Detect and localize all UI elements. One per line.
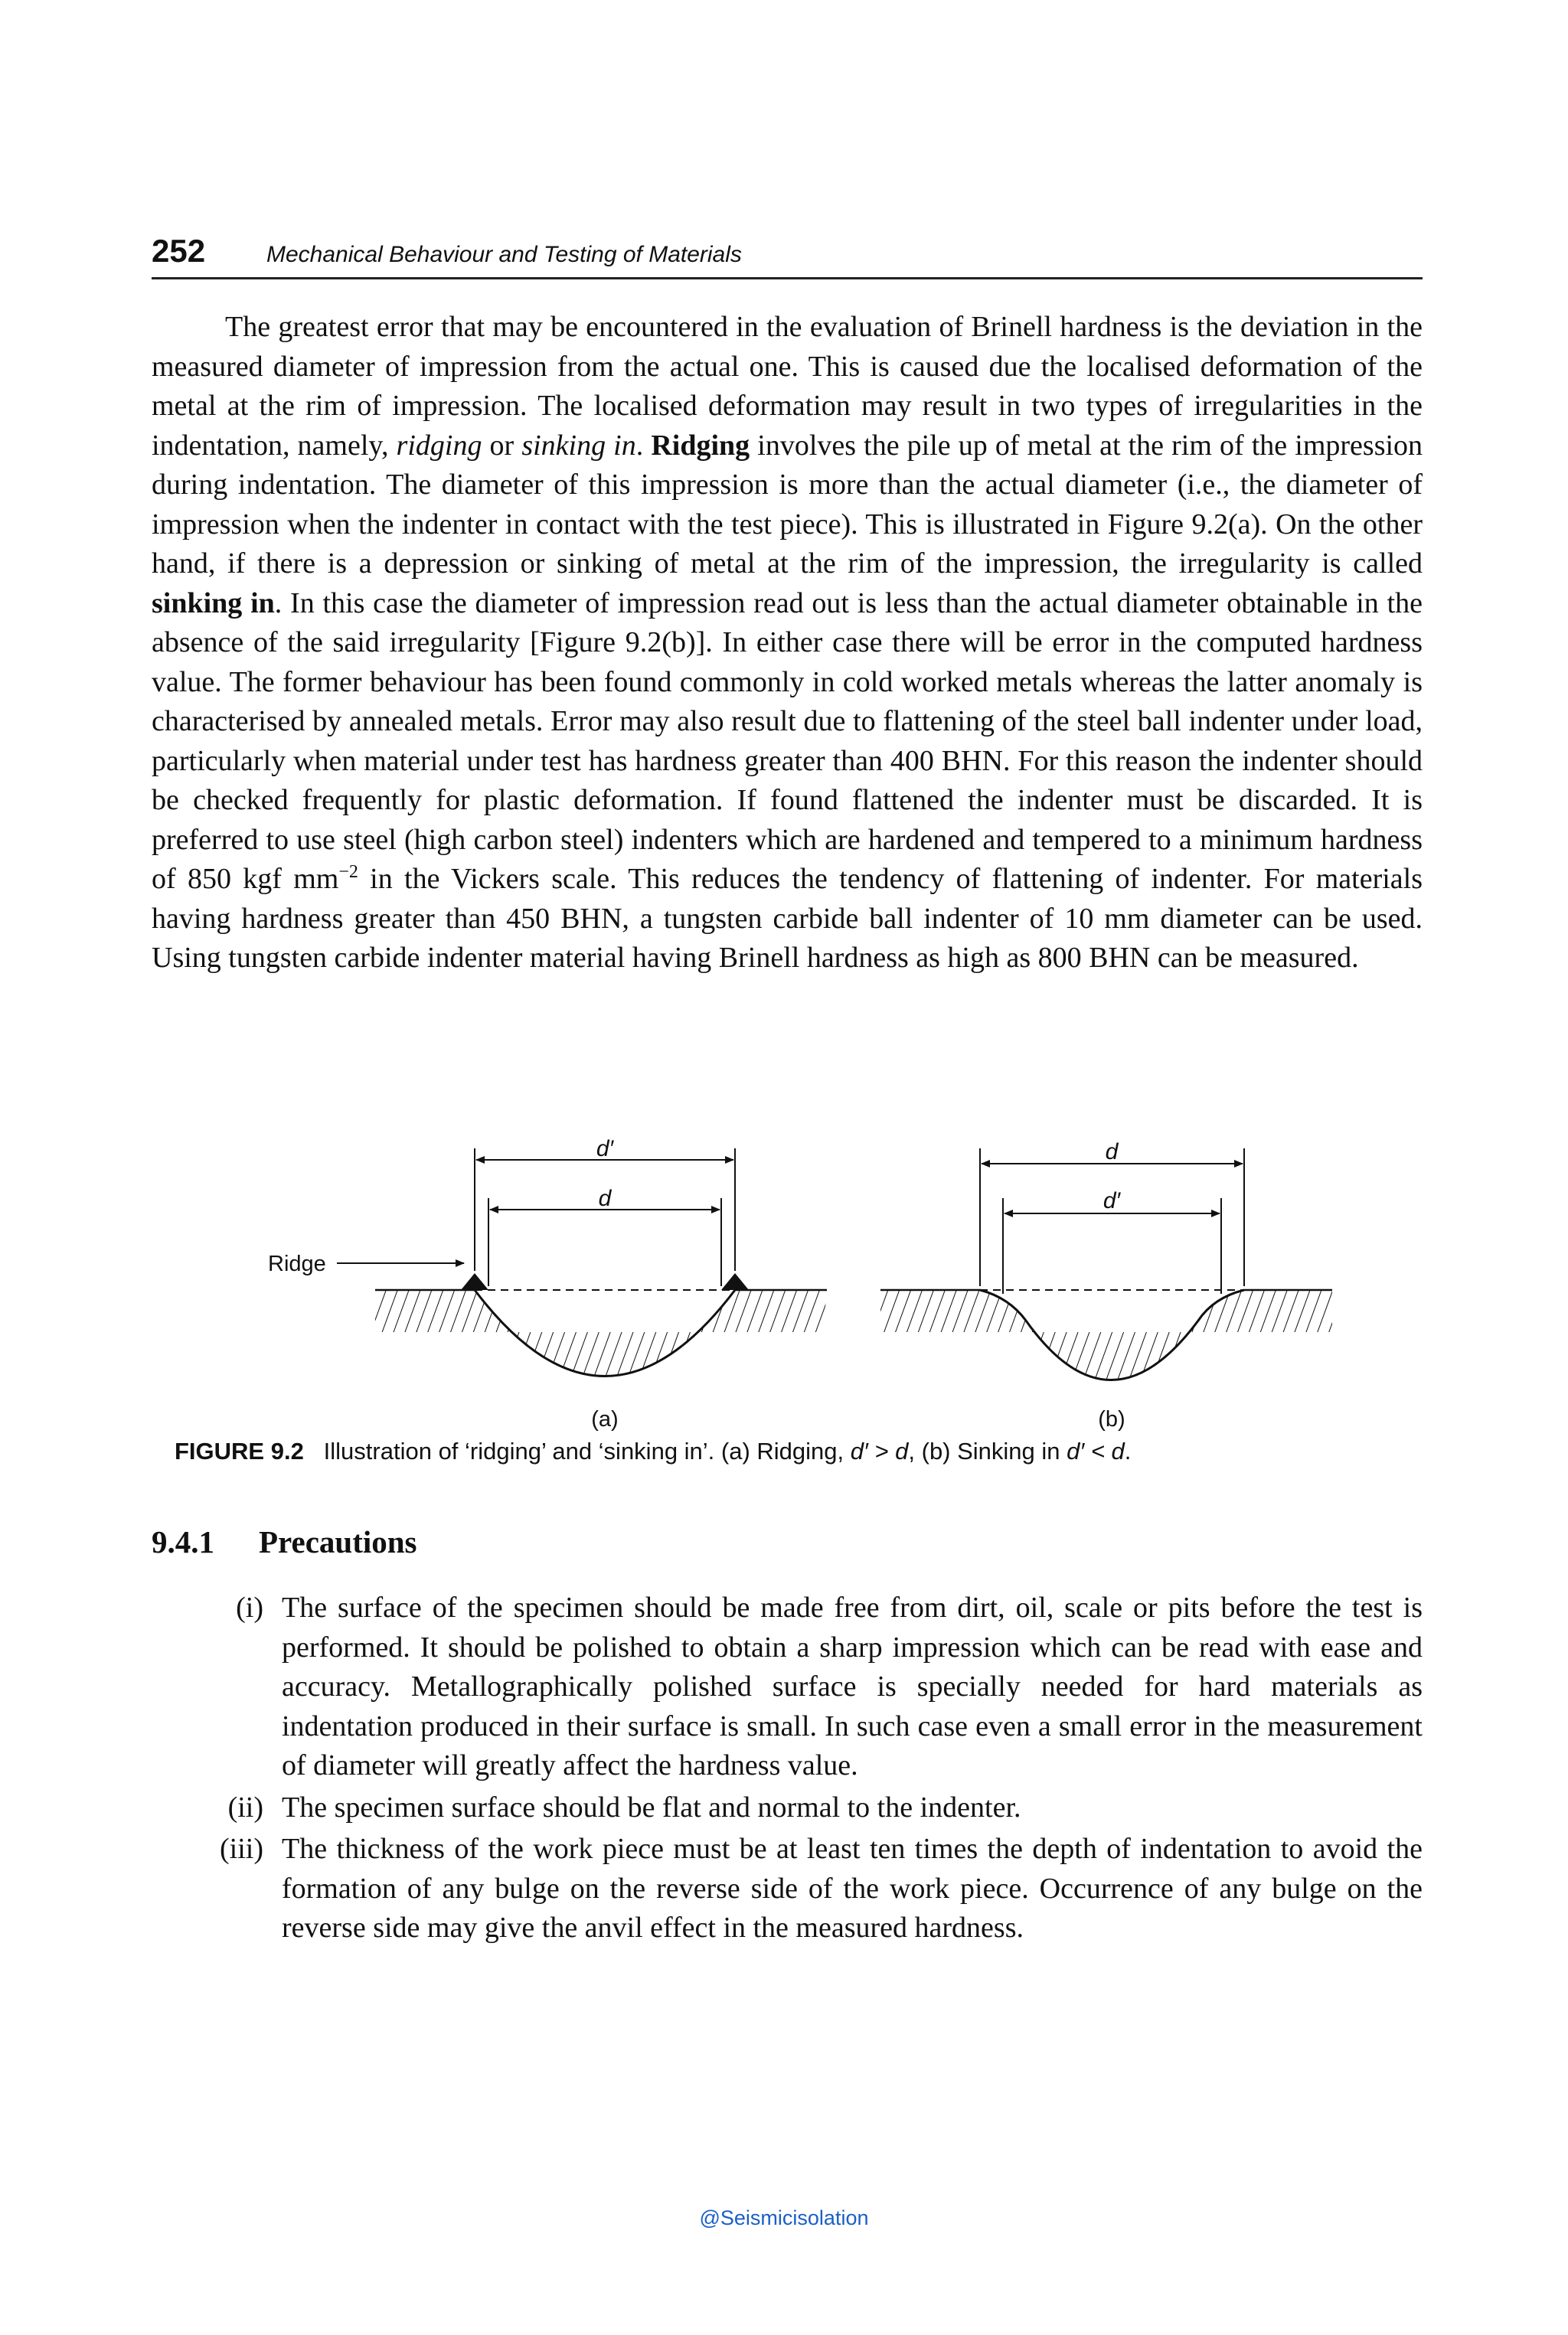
- figure-caption-a-relation: d′ > d: [850, 1438, 909, 1465]
- body-text-part-1: The greatest error that may be encountered in the evaluation of Brinell hardness is the deviation in the measured diameter of impression from the actual one. This is caused due the localised deformation of the metal at the rim of impression. The localised deformation may result in two types of irregularities in the indentation, namely,: [152, 311, 1423, 462]
- term-ridging-bold: Ridging: [651, 429, 750, 462]
- page-header: [152, 230, 1423, 279]
- ridge-label: Ridge: [268, 1252, 326, 1276]
- panel-a-material-hatch: [375, 1290, 827, 1377]
- list-item: [152, 1830, 1423, 1948]
- watermark: @Seismicisolation: [699, 2206, 869, 2229]
- panel-a-label: (a): [591, 1407, 619, 1432]
- list-item-text: The surface of the specimen should be made free from dirt, oil, scale or pits before the test is performed. It should be polished to obtain a sharp impression which can be read with ease and accuracy. Metallographically polished surface is specially needed for hard materials as indentation produced in their surface is small. In such case even a small error in the measurement of diameter will greatly affect the hardness value.: [282, 1592, 1423, 1781]
- term-ridging-italic: ridging: [396, 429, 482, 462]
- list-item: [152, 1788, 1423, 1828]
- section-heading: [152, 1523, 417, 1560]
- panel-b-outer-dim-label: d: [1105, 1139, 1119, 1164]
- body-text-part-4: in the Vickers scale. This reduces the tendency of flattening of indenter. For materials having hardness greater than 450 BHN, a tungsten carbide ball indenter of 10 mm diameter can be used. Using tungsten carbide indenter material having Brinell hardness as high as 800 BHN can be measured.: [152, 863, 1423, 974]
- body-text-part-2: involves the pile up of metal at the rim of the impression during indentation. The diameter of this impression is more than the actual diameter (i.e., the diameter of impression when the indenter in contact with the test piece). This is illustrated in Figure 9.2(a). On the other hand, if there is a depression or sinking of metal at the rim of the impression, the irregularity is called: [152, 429, 1423, 580]
- page-number: 252: [152, 233, 206, 269]
- panel-a-inner-dim-label: d: [598, 1186, 612, 1211]
- exponent: −2: [338, 862, 358, 882]
- figure-drawing: [260, 1133, 1332, 1439]
- body-paragraph: [152, 308, 1423, 978]
- figure-caption-mid: , (b) Sinking in: [908, 1438, 1067, 1465]
- figure-caption: [175, 1438, 1415, 1465]
- figure-caption-end: .: [1124, 1438, 1132, 1465]
- panel-a-ridge-left: [461, 1273, 488, 1290]
- figure-caption-b-relation: d′ < d: [1067, 1438, 1125, 1465]
- section-title: Precautions: [259, 1524, 417, 1559]
- list-item: [152, 1589, 1423, 1786]
- figure-caption-label: FIGURE 9.2: [175, 1438, 304, 1465]
- panel-a-ridge-right: [721, 1273, 749, 1290]
- panel-b-inner-dim-label: d′: [1102, 1188, 1121, 1213]
- figure-9-2: [260, 1133, 1332, 1439]
- section-number: 9.4.1: [152, 1524, 214, 1559]
- body-text-dot: .: [635, 429, 652, 462]
- list-item-text: The specimen surface should be flat and normal to the indenter.: [282, 1791, 1021, 1824]
- panel-b-material-hatch: [880, 1290, 1332, 1380]
- body-text-part-3: . In this case the diameter of impression read out is less than the actual diameter obtainable in the absence of the said irregularity [Figure 9.2(b)]. In either case there will be error in the computed hardness value. The former behaviour has been found commonly in cold worked metals whereas the latter anomaly is characterised by annealed metals. Error may also result due to flattening of the steel ball indenter under load, particularly when material under test has hardness greater than 400 BHN. For this reason the indenter should be checked frequently for plastic deformation. If found flattened the indenter must be discarded. It is preferred to use steel (high carbon steel) indenters which are hardened and tempered to a minimum hardness of 850 kgf mm: [152, 586, 1423, 895]
- list-item-marker: (i): [236, 1592, 263, 1624]
- body-text-or: or: [482, 429, 522, 462]
- panel-a-ridging: [268, 1136, 827, 1432]
- list-item-marker: (ii): [227, 1791, 263, 1824]
- panel-b-label: (b): [1098, 1407, 1125, 1432]
- panel-b-sinking-in: [880, 1139, 1332, 1432]
- term-sinking-italic: sinking in: [521, 429, 636, 462]
- precautions-list: [152, 1589, 1423, 1951]
- term-sinking-bold: sinking in: [152, 586, 275, 619]
- list-item-text: The thickness of the work piece must be at least ten times the depth of indentation to avoid the formation of any bulge on the reverse side of the work piece. Occurrence of any bulge on the reverse side may give the anvil effect in the measured hardness.: [282, 1833, 1423, 1944]
- figure-caption-text: Illustration of ‘ridging’ and ‘sinking in’. (a) Ridging,: [323, 1438, 851, 1465]
- list-item-marker: (iii): [220, 1833, 263, 1865]
- panel-a-outer-dim-label: d′: [596, 1136, 614, 1161]
- running-title: Mechanical Behaviour and Testing of Materials: [266, 242, 742, 267]
